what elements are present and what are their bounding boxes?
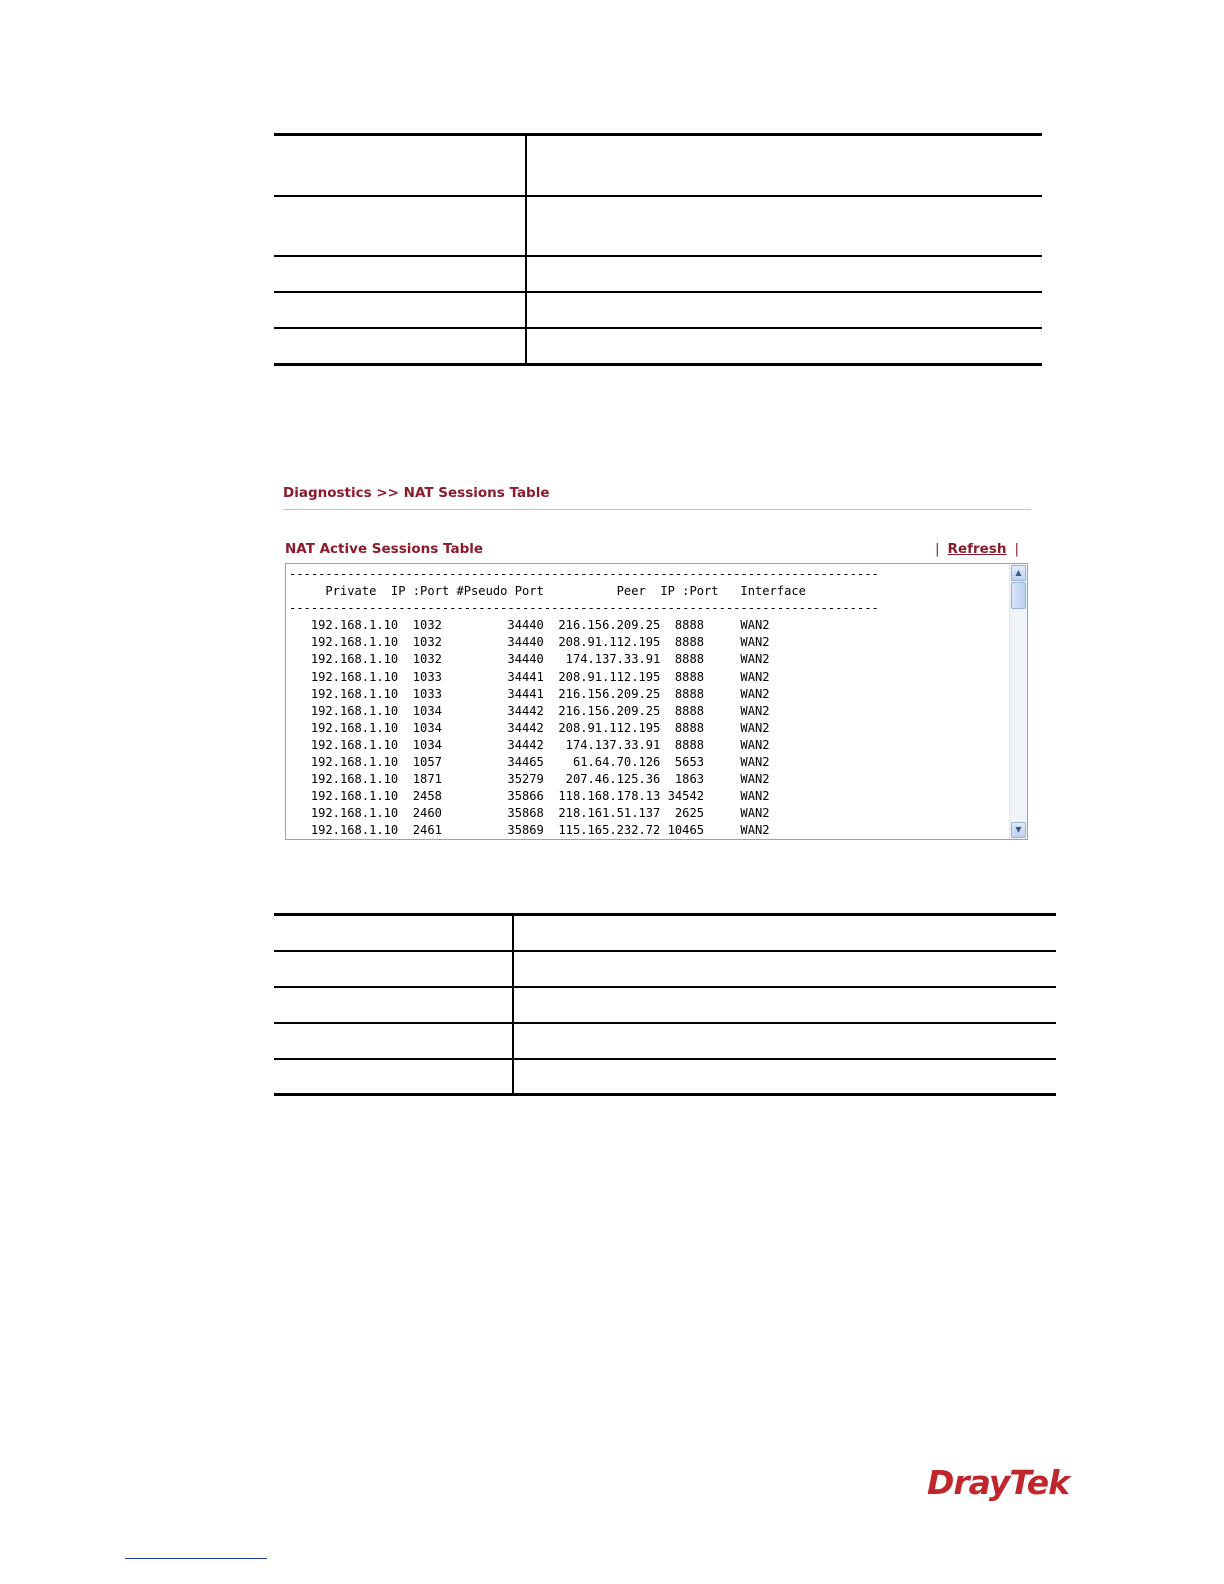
scroll-down-arrow-icon[interactable]: ▼	[1011, 822, 1026, 838]
top-description-table	[274, 133, 1042, 366]
vertical-scrollbar[interactable]	[1009, 564, 1027, 839]
table-cell	[526, 328, 1042, 365]
table-cell	[513, 951, 1056, 987]
table-cell	[274, 915, 513, 951]
table-cell	[526, 292, 1042, 328]
table-cell	[274, 987, 513, 1023]
table-cell	[513, 987, 1056, 1023]
table-cell	[274, 1059, 513, 1095]
table-cell	[526, 256, 1042, 292]
sessions-text: --------------------------------------------------------------------------------- Private IP :Port #Pseudo Port Peer IP :Port Interface --------------------------------------------------------------------------------- 192.168.1.10 1032 34440 216.156.209.25 8888 WAN2 192.168.1.10 1032 34440 208.91.112.195 8888 WAN2 192.168.1.10 1032 34440 174.137.33.91 8888 WAN2 192.168.1.10 1033 34441 208.91.112.195 8888 WAN2 192.168.1.10 1033 34441 216.156.209.25 8888 WAN2 192.168.1.10 1034 34442 216.156.209.25 8888 WAN2 192.168.1.10 1034 34442 208.91.112.195 8888 WAN2 192.168.1.10 1034 34442 174.137.33.91 8888 WAN2 192.168.1.10 1057 34465 61.64.70.126 5653 WAN2 192.168.1.10 1871 35279 207.46.125.36 1863 WAN2 192.168.1.10 2458 35866 118.168.178.13 34542 WAN2 192.168.1.10 2460 35868 218.161.51.137 2625 WAN2 192.168.1.10 2461 35869 115.165.232.72 10465 WAN2	[289, 567, 879, 838]
bottom-description-table	[274, 913, 1056, 1096]
footer-link-underline	[125, 1558, 267, 1559]
scroll-thumb[interactable]	[1011, 582, 1026, 609]
divider	[283, 509, 1031, 510]
table-cell	[274, 135, 526, 196]
table-cell	[513, 1023, 1056, 1059]
table-cell	[274, 256, 526, 292]
breadcrumb: Diagnostics >> NAT Sessions Table	[283, 485, 550, 501]
table-cell	[274, 292, 526, 328]
table-cell	[274, 196, 526, 256]
refresh-link[interactable]: Refresh	[947, 541, 1007, 557]
draytek-logo: DrayTek	[927, 1463, 1070, 1502]
scroll-up-arrow-icon[interactable]: ▲	[1011, 565, 1026, 581]
separator: |	[1014, 541, 1019, 557]
refresh-bar	[927, 541, 1027, 557]
table-cell	[513, 915, 1056, 951]
separator: |	[934, 541, 940, 557]
table-cell	[274, 951, 513, 987]
table-cell	[526, 135, 1042, 196]
panel-title: NAT Active Sessions Table	[285, 541, 484, 557]
table-cell	[274, 1023, 513, 1059]
sessions-textarea[interactable]	[285, 563, 1028, 840]
table-cell	[526, 196, 1042, 256]
table-cell	[274, 328, 526, 365]
table-cell	[513, 1059, 1056, 1095]
